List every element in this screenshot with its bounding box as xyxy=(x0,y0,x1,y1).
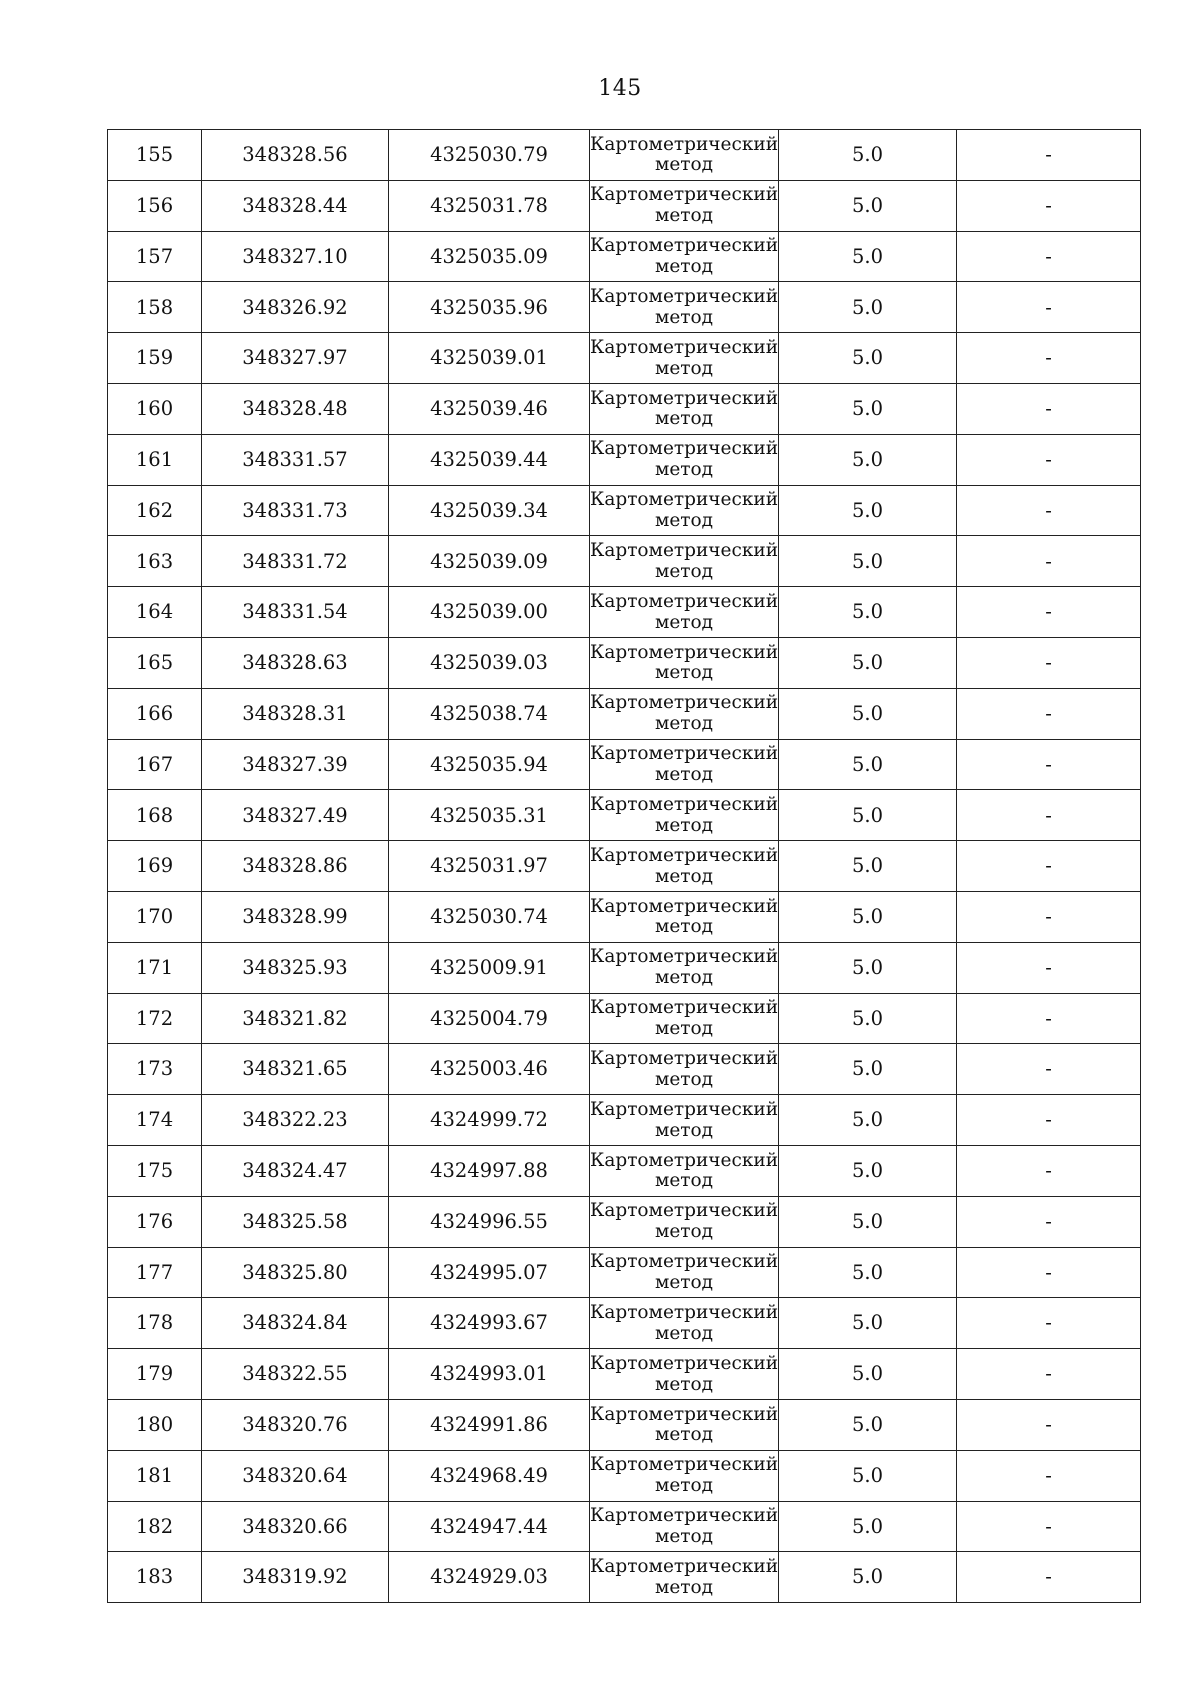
x-coordinate-cell: 348328.56 xyxy=(202,130,389,181)
x-coordinate-cell: 348319.92 xyxy=(202,1552,389,1603)
accuracy-cell: 5.0 xyxy=(779,383,957,434)
method-cell xyxy=(590,485,779,536)
y-coordinate-cell: 4324947.44 xyxy=(389,1501,590,1552)
method-text-line2: метод xyxy=(654,1170,714,1192)
note-cell: - xyxy=(957,1450,1141,1501)
table-row xyxy=(108,231,1141,282)
method-text-line1: Картометрический xyxy=(590,133,779,155)
method-text-line1: Картометрический xyxy=(590,1352,779,1374)
method-text-line2: метод xyxy=(654,1221,714,1243)
table-row xyxy=(108,790,1141,841)
accuracy-cell: 5.0 xyxy=(779,688,957,739)
point-number-cell: 161 xyxy=(108,434,202,485)
x-coordinate-cell: 348331.57 xyxy=(202,434,389,485)
y-coordinate-cell: 4325035.96 xyxy=(389,282,590,333)
point-number-cell: 157 xyxy=(108,231,202,282)
method-text-line1: Картометрический xyxy=(590,1505,779,1527)
x-coordinate-cell: 348327.49 xyxy=(202,790,389,841)
y-coordinate-cell: 4325039.46 xyxy=(389,383,590,434)
x-coordinate-cell: 348320.64 xyxy=(202,1450,389,1501)
method-text-line2: метод xyxy=(654,662,714,684)
method-cell xyxy=(590,1501,779,1552)
x-coordinate-cell: 348320.66 xyxy=(202,1501,389,1552)
x-coordinate-cell: 348328.44 xyxy=(202,180,389,231)
y-coordinate-cell: 4325039.03 xyxy=(389,637,590,688)
x-coordinate-cell: 348328.63 xyxy=(202,637,389,688)
method-text-line1: Картометрический xyxy=(590,184,779,206)
note-cell: - xyxy=(957,790,1141,841)
accuracy-cell: 5.0 xyxy=(779,130,957,181)
accuracy-cell: 5.0 xyxy=(779,1044,957,1095)
point-number-cell: 166 xyxy=(108,688,202,739)
method-text-line2: метод xyxy=(654,560,714,582)
method-text-line2: метод xyxy=(654,1576,714,1598)
method-cell xyxy=(590,942,779,993)
method-cell xyxy=(590,333,779,384)
y-coordinate-cell: 4324929.03 xyxy=(389,1552,590,1603)
method-cell xyxy=(590,180,779,231)
accuracy-cell: 5.0 xyxy=(779,180,957,231)
method-cell xyxy=(590,1349,779,1400)
point-number-cell: 180 xyxy=(108,1399,202,1450)
point-number-cell: 174 xyxy=(108,1095,202,1146)
point-number-cell: 178 xyxy=(108,1298,202,1349)
method-cell xyxy=(590,1247,779,1298)
y-coordinate-cell: 4325039.34 xyxy=(389,485,590,536)
method-cell xyxy=(590,130,779,181)
method-text-line1: Картометрический xyxy=(590,438,779,460)
y-coordinate-cell: 4325030.74 xyxy=(389,891,590,942)
method-text-line1: Картометрический xyxy=(590,1403,779,1425)
method-cell xyxy=(590,1399,779,1450)
method-text-line1: Картометрический xyxy=(590,946,779,968)
table-row xyxy=(108,1399,1141,1450)
method-cell xyxy=(590,993,779,1044)
note-cell: - xyxy=(957,434,1141,485)
accuracy-cell: 5.0 xyxy=(779,993,957,1044)
x-coordinate-cell: 348327.10 xyxy=(202,231,389,282)
note-cell: - xyxy=(957,841,1141,892)
x-coordinate-cell: 348325.58 xyxy=(202,1196,389,1247)
point-number-cell: 168 xyxy=(108,790,202,841)
point-number-cell: 155 xyxy=(108,130,202,181)
x-coordinate-cell: 348322.55 xyxy=(202,1349,389,1400)
point-number-cell: 170 xyxy=(108,891,202,942)
note-cell: - xyxy=(957,383,1141,434)
method-text-line1: Картометрический xyxy=(590,286,779,308)
note-cell: - xyxy=(957,891,1141,942)
note-cell: - xyxy=(957,1145,1141,1196)
method-text-line1: Картометрический xyxy=(590,844,779,866)
method-cell xyxy=(590,790,779,841)
point-number-cell: 173 xyxy=(108,1044,202,1095)
y-coordinate-cell: 4325003.46 xyxy=(389,1044,590,1095)
table-row xyxy=(108,942,1141,993)
method-text-line1: Картометрический xyxy=(590,235,779,257)
note-cell: - xyxy=(957,485,1141,536)
point-number-cell: 165 xyxy=(108,637,202,688)
y-coordinate-cell: 4325038.74 xyxy=(389,688,590,739)
y-coordinate-cell: 4324993.01 xyxy=(389,1349,590,1400)
x-coordinate-cell: 348331.72 xyxy=(202,536,389,587)
x-coordinate-cell: 348325.93 xyxy=(202,942,389,993)
x-coordinate-cell: 348321.65 xyxy=(202,1044,389,1095)
point-number-cell: 169 xyxy=(108,841,202,892)
x-coordinate-cell: 348327.97 xyxy=(202,333,389,384)
method-cell xyxy=(590,688,779,739)
method-text-line2: метод xyxy=(654,713,714,735)
table-row xyxy=(108,1044,1141,1095)
method-text-line2: метод xyxy=(654,408,714,430)
method-text-line2: метод xyxy=(654,154,714,176)
table-row xyxy=(108,739,1141,790)
table-row xyxy=(108,1247,1141,1298)
y-coordinate-cell: 4325039.44 xyxy=(389,434,590,485)
x-coordinate-cell: 348328.99 xyxy=(202,891,389,942)
accuracy-cell: 5.0 xyxy=(779,231,957,282)
x-coordinate-cell: 348328.86 xyxy=(202,841,389,892)
method-text-line1: Картометрический xyxy=(590,590,779,612)
accuracy-cell: 5.0 xyxy=(779,841,957,892)
y-coordinate-cell: 4325004.79 xyxy=(389,993,590,1044)
point-number-cell: 163 xyxy=(108,536,202,587)
point-number-cell: 159 xyxy=(108,333,202,384)
method-cell xyxy=(590,1298,779,1349)
x-coordinate-cell: 348324.47 xyxy=(202,1145,389,1196)
method-text-line2: метод xyxy=(654,205,714,227)
y-coordinate-cell: 4324968.49 xyxy=(389,1450,590,1501)
method-cell xyxy=(590,841,779,892)
note-cell: - xyxy=(957,993,1141,1044)
point-number-cell: 179 xyxy=(108,1349,202,1400)
method-text-line1: Картометрический xyxy=(590,641,779,663)
y-coordinate-cell: 4325039.09 xyxy=(389,536,590,587)
note-cell: - xyxy=(957,1247,1141,1298)
note-cell: - xyxy=(957,1349,1141,1400)
table-row xyxy=(108,536,1141,587)
x-coordinate-cell: 348331.73 xyxy=(202,485,389,536)
method-cell xyxy=(590,383,779,434)
table-row xyxy=(108,485,1141,536)
y-coordinate-cell: 4324997.88 xyxy=(389,1145,590,1196)
x-coordinate-cell: 348321.82 xyxy=(202,993,389,1044)
point-number-cell: 164 xyxy=(108,587,202,638)
method-text-line2: метод xyxy=(654,1525,714,1547)
accuracy-cell: 5.0 xyxy=(779,790,957,841)
accuracy-cell: 5.0 xyxy=(779,536,957,587)
method-cell xyxy=(590,1196,779,1247)
coordinates-table-body xyxy=(108,130,1141,1603)
method-text-line2: метод xyxy=(654,357,714,379)
page-number: 145 xyxy=(598,76,642,101)
y-coordinate-cell: 4324991.86 xyxy=(389,1399,590,1450)
method-text-line2: метод xyxy=(654,916,714,938)
note-cell: - xyxy=(957,180,1141,231)
y-coordinate-cell: 4325031.97 xyxy=(389,841,590,892)
method-cell xyxy=(590,587,779,638)
accuracy-cell: 5.0 xyxy=(779,1349,957,1400)
note-cell: - xyxy=(957,688,1141,739)
note-cell: - xyxy=(957,942,1141,993)
note-cell: - xyxy=(957,1044,1141,1095)
y-coordinate-cell: 4325009.91 xyxy=(389,942,590,993)
method-text-line2: метод xyxy=(654,1322,714,1344)
accuracy-cell: 5.0 xyxy=(779,282,957,333)
method-text-line1: Картометрический xyxy=(590,997,779,1019)
method-cell xyxy=(590,637,779,688)
table-row xyxy=(108,637,1141,688)
point-number-cell: 176 xyxy=(108,1196,202,1247)
method-cell xyxy=(590,739,779,790)
note-cell: - xyxy=(957,536,1141,587)
table-row xyxy=(108,434,1141,485)
table-row xyxy=(108,130,1141,181)
accuracy-cell: 5.0 xyxy=(779,637,957,688)
accuracy-cell: 5.0 xyxy=(779,1145,957,1196)
point-number-cell: 181 xyxy=(108,1450,202,1501)
accuracy-cell: 5.0 xyxy=(779,1196,957,1247)
y-coordinate-cell: 4325039.01 xyxy=(389,333,590,384)
accuracy-cell: 5.0 xyxy=(779,739,957,790)
table-row xyxy=(108,1501,1141,1552)
accuracy-cell: 5.0 xyxy=(779,485,957,536)
y-coordinate-cell: 4325035.31 xyxy=(389,790,590,841)
x-coordinate-cell: 348325.80 xyxy=(202,1247,389,1298)
method-text-line2: метод xyxy=(654,1424,714,1446)
y-coordinate-cell: 4325035.94 xyxy=(389,739,590,790)
method-text-line1: Картометрический xyxy=(590,1302,779,1323)
point-number-cell: 175 xyxy=(108,1145,202,1196)
point-number-cell: 171 xyxy=(108,942,202,993)
method-text-line1: Картометрический xyxy=(590,1048,779,1070)
table-row xyxy=(108,1450,1141,1501)
point-number-cell: 158 xyxy=(108,282,202,333)
coordinates-table xyxy=(107,129,1141,1603)
table-row xyxy=(108,1298,1141,1349)
note-cell: - xyxy=(957,1399,1141,1450)
method-text-line2: метод xyxy=(654,967,714,989)
x-coordinate-cell: 348328.31 xyxy=(202,688,389,739)
method-text-line2: метод xyxy=(654,459,714,481)
note-cell: - xyxy=(957,587,1141,638)
method-text-line2: метод xyxy=(654,255,714,277)
point-number-cell: 183 xyxy=(108,1552,202,1603)
table-row xyxy=(108,1552,1141,1603)
x-coordinate-cell: 348328.48 xyxy=(202,383,389,434)
y-coordinate-cell: 4325035.09 xyxy=(389,231,590,282)
table-row xyxy=(108,180,1141,231)
point-number-cell: 182 xyxy=(108,1501,202,1552)
method-text-line2: метод xyxy=(654,865,714,887)
method-text-line1: Картометрический xyxy=(590,794,779,816)
accuracy-cell: 5.0 xyxy=(779,1552,957,1603)
method-text-line2: метод xyxy=(654,1068,714,1090)
method-text-line1: Картометрический xyxy=(590,540,779,562)
method-cell xyxy=(590,1044,779,1095)
y-coordinate-cell: 4324993.67 xyxy=(389,1298,590,1349)
method-cell xyxy=(590,1145,779,1196)
table-row xyxy=(108,841,1141,892)
method-cell xyxy=(590,891,779,942)
method-text-line2: метод xyxy=(654,814,714,836)
point-number-cell: 162 xyxy=(108,485,202,536)
x-coordinate-cell: 348322.23 xyxy=(202,1095,389,1146)
method-text-line1: Картометрический xyxy=(590,1200,779,1222)
accuracy-cell: 5.0 xyxy=(779,1298,957,1349)
method-text-line2: метод xyxy=(654,1373,714,1395)
point-number-cell: 167 xyxy=(108,739,202,790)
method-text-line1: Картометрический xyxy=(590,692,779,714)
method-text-line1: Картометрический xyxy=(590,743,779,765)
table-row xyxy=(108,282,1141,333)
point-number-cell: 160 xyxy=(108,383,202,434)
method-text-line2: метод xyxy=(654,1119,714,1141)
note-cell: - xyxy=(957,333,1141,384)
y-coordinate-cell: 4324996.55 xyxy=(389,1196,590,1247)
method-cell xyxy=(590,536,779,587)
accuracy-cell: 5.0 xyxy=(779,1501,957,1552)
method-text-line2: метод xyxy=(654,306,714,328)
table-row xyxy=(108,891,1141,942)
accuracy-cell: 5.0 xyxy=(779,587,957,638)
method-cell xyxy=(590,282,779,333)
table-row xyxy=(108,1095,1141,1146)
note-cell: - xyxy=(957,282,1141,333)
table-row xyxy=(108,383,1141,434)
note-cell: - xyxy=(957,130,1141,181)
note-cell: - xyxy=(957,1095,1141,1146)
table-row xyxy=(108,688,1141,739)
note-cell: - xyxy=(957,637,1141,688)
method-cell xyxy=(590,434,779,485)
note-cell: - xyxy=(957,1552,1141,1603)
accuracy-cell: 5.0 xyxy=(779,1095,957,1146)
method-text-line1: Картометрический xyxy=(590,336,779,358)
note-cell: - xyxy=(957,1298,1141,1349)
note-cell: - xyxy=(957,1501,1141,1552)
note-cell: - xyxy=(957,231,1141,282)
accuracy-cell: 5.0 xyxy=(779,942,957,993)
method-cell xyxy=(590,1095,779,1146)
method-cell xyxy=(590,231,779,282)
y-coordinate-cell: 4325031.78 xyxy=(389,180,590,231)
method-cell xyxy=(590,1552,779,1603)
note-cell: - xyxy=(957,739,1141,790)
x-coordinate-cell: 348326.92 xyxy=(202,282,389,333)
method-text-line2: метод xyxy=(654,1017,714,1039)
note-cell: - xyxy=(957,1196,1141,1247)
method-text-line1: Картометрический xyxy=(590,1149,779,1171)
table-row xyxy=(108,1145,1141,1196)
method-text-line1: Картометрический xyxy=(590,489,779,511)
y-coordinate-cell: 4325039.00 xyxy=(389,587,590,638)
method-text-line2: метод xyxy=(654,1271,714,1293)
method-text-line1: Картометрический xyxy=(590,1454,779,1476)
x-coordinate-cell: 348331.54 xyxy=(202,587,389,638)
y-coordinate-cell: 4325030.79 xyxy=(389,130,590,181)
x-coordinate-cell: 348327.39 xyxy=(202,739,389,790)
y-coordinate-cell: 4324999.72 xyxy=(389,1095,590,1146)
x-coordinate-cell: 348320.76 xyxy=(202,1399,389,1450)
point-number-cell: 156 xyxy=(108,180,202,231)
method-text-line2: метод xyxy=(654,509,714,531)
method-text-line1: Картометрический xyxy=(590,1251,779,1273)
method-text-line2: метод xyxy=(654,1475,714,1497)
accuracy-cell: 5.0 xyxy=(779,1399,957,1450)
y-coordinate-cell: 4324995.07 xyxy=(389,1247,590,1298)
table-row xyxy=(108,1196,1141,1247)
point-number-cell: 177 xyxy=(108,1247,202,1298)
method-text-line2: метод xyxy=(654,763,714,785)
table-row xyxy=(108,333,1141,384)
method-text-line1: Картометрический xyxy=(590,895,779,917)
accuracy-cell: 5.0 xyxy=(779,333,957,384)
x-coordinate-cell: 348324.84 xyxy=(202,1298,389,1349)
method-text-line1: Картометрический xyxy=(590,1555,779,1577)
method-text-line2: метод xyxy=(654,611,714,633)
accuracy-cell: 5.0 xyxy=(779,891,957,942)
method-text-line1: Картометрический xyxy=(590,1098,779,1120)
method-cell xyxy=(590,1450,779,1501)
accuracy-cell: 5.0 xyxy=(779,1247,957,1298)
method-text-line1: Картометрический xyxy=(590,387,779,409)
table-row xyxy=(108,587,1141,638)
table-row xyxy=(108,1349,1141,1400)
accuracy-cell: 5.0 xyxy=(779,1450,957,1501)
table-row xyxy=(108,993,1141,1044)
point-number-cell: 172 xyxy=(108,993,202,1044)
accuracy-cell: 5.0 xyxy=(779,434,957,485)
